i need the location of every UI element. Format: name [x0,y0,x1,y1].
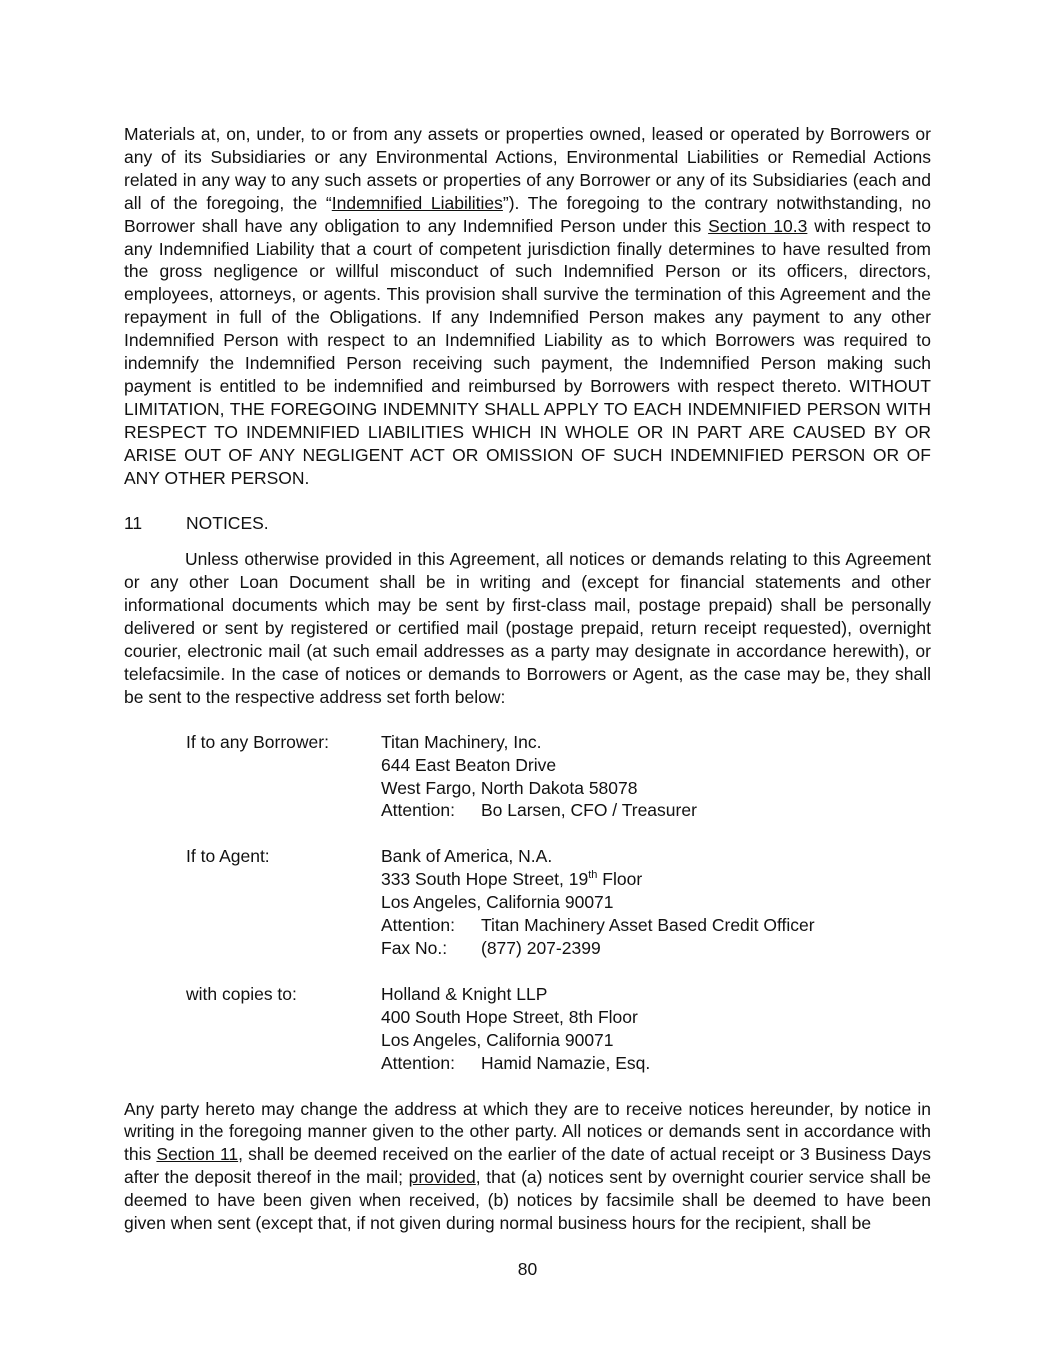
section-10-3-reference: Section 10.3 [708,215,808,236]
section-title: NOTICES. [186,512,269,533]
borrower-label: If to any Borrower: [186,731,329,752]
borrower-address [381,731,931,823]
copies-address-block [186,983,931,1075]
borrower-name: Titan Machinery, Inc. [381,731,542,752]
copies-street: 400 South Hope Street, 8th Floor [381,1006,638,1027]
section-11-reference: Section 11 [156,1144,239,1165]
agent-attention [381,914,931,937]
indemnity-caps-text: WITHOUT LIMITATION, THE FOREGOING INDEMNITY SHALL APPLY TO EACH INDEMNIFIED PERSON WITH RESPECT TO INDEMNIFIED LIABILITIES WHICH IN WHOLE OR IN PART ARE CAUSED BY OR ARISE OUT OF ANY NEGLIGENT ACT OR OMISSION OF SUCH INDEMNIFIED PERSON OR OF ANY OTHER PERSON. [124,375,931,488]
indemnity-text-1: Materials at, on, under, to or from any assets or properties owned, leased or operated by Borrowers or any of its Subsidiaries or any Environmental Actions, Environmental Liabilities or Remedial Actions related in any way to any such assets or properties of any Borrower or any of its Subsidiaries (each and all of the foregoing, the “ [124,124,931,213]
provided-term: provided [408,1167,476,1188]
attention-label: Attention: [381,915,455,936]
closing-text-1: Any party hereto may change the address at which they are to receive notices hereunder, by notice in writing in the foregoing manner given to the other party. All notices or demands sent in accordance with this [124,1098,931,1165]
section-11-heading [124,512,931,535]
borrower-attention [381,799,931,822]
attention-label: Attention: [381,800,455,821]
agent-label: If to Agent: [186,846,270,867]
agent-address-block [186,845,931,960]
closing-paragraph [124,1098,931,1235]
borrower-address-block [186,731,931,823]
agent-fax [381,937,931,960]
notices-intro-paragraph: Unless otherwise provided in this Agreement, all notices or demands relating to this Agreement or any other Loan Document shall be in writing and (except for financial statements and other informational documents which may be sent by first-class mail, postage prepaid) shall be personally delivered or sent by registered or certified mail (postage prepaid, return receipt requested), overnight courier, electronic mail (at such email addresses as a party may designate in accordance herewith), or telefacsimile. In the case of notices or demands to Borrowers or Agent, as the case may be, they shall be sent to the respective address set forth below: [124,549,931,707]
agent-street-main: 333 South Hope Street, 19 [381,869,589,890]
section-number: 11 [124,512,143,533]
address-table [186,731,931,1075]
agent-street-floor: Floor [597,869,643,890]
copies-address [381,983,931,1075]
attention-value: Bo Larsen, CFO / Treasurer [481,800,697,821]
closing-text-2: , shall be deemed received on the earlier of the date of actual receipt or 3 Business Days after the deposit thereof in the mail; [124,1144,931,1188]
copies-label: with copies to: [186,983,297,1004]
copies-attention [381,1052,931,1075]
borrower-street: 644 East Beaton Drive [381,754,557,775]
indemnity-paragraph [124,123,931,490]
copies-city: Los Angeles, California 90071 [381,1029,614,1050]
page-number: 80 [517,1259,538,1279]
indemnity-text-2: ”). The foregoing to the contrary notwithstanding, no Borrower shall have any obligation to any Indemnified Person under this [124,192,931,236]
indemnity-text-3: with respect to any Indemnified Liability that a court of competent jurisdiction finally determines to have resulted from the gross negligence or willful misconduct of such Indemnified Person or its officers, directors, employees, attorneys, or agents. This provision shall survive the termination of this Agreement and the repayment in full of the Obligations. If any Indemnified Person makes any payment to any other Indemnified Person with respect to an Indemnified Liability as to which Borrowers was required to indemnify the Indemnified Person receiving such payment, the Indemnified Person making such payment is entitled to be indemnified and reimbursed by Borrowers with respect thereto. [124,215,931,396]
agent-name: Bank of America, N.A. [381,846,553,867]
fax-label: Fax No.: [381,938,448,958]
agent-street [381,868,931,891]
attention-value: Titan Machinery Asset Based Credit Officer [481,915,815,936]
attention-label: Attention: [381,1052,455,1073]
copies-name: Holland & Knight LLP [381,983,548,1004]
agent-city: Los Angeles, California 90071 [381,892,614,913]
fax-value: (877) 207-2399 [481,938,601,958]
document-page [124,123,931,1235]
defined-term-indemnified-liabilities: Indemnified Liabilities [331,192,503,213]
borrower-city: West Fargo, North Dakota 58078 [381,777,638,798]
agent-address [381,845,931,960]
attention-value: Hamid Namazie, Esq. [481,1052,651,1073]
closing-text-3: , that (a) notices sent by overnight courier service shall be deemed to have been given when received, (b) notices by facsimile shall be deemed to have been given when sent (except that, if not given during normal business hours for the recipient, shall be [124,1167,931,1234]
ordinal-suffix: th [588,869,598,882]
